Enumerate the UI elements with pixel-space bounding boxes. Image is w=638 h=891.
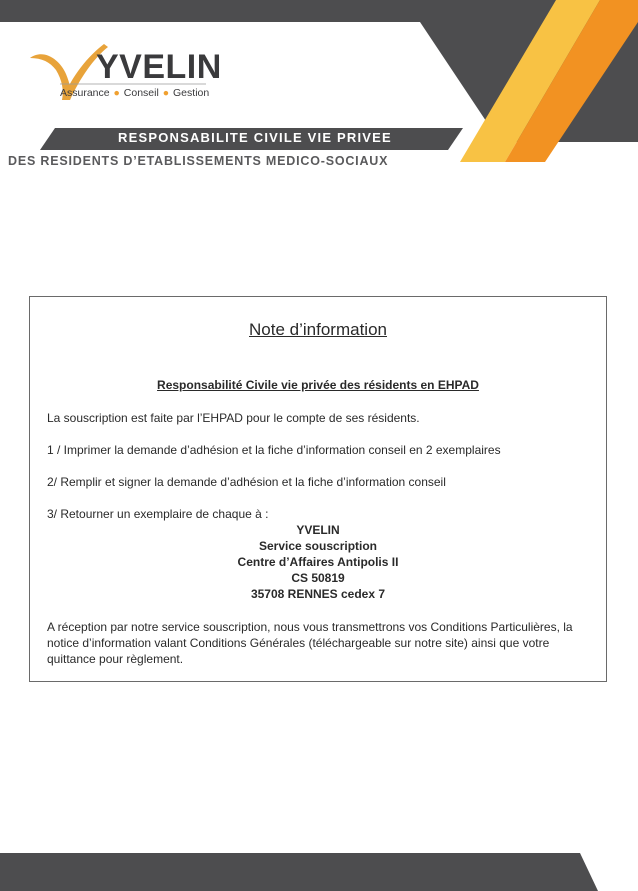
tagline-separator-icon: ● bbox=[162, 87, 170, 99]
top-band bbox=[0, 0, 638, 22]
tagline-item: Assurance bbox=[60, 87, 110, 99]
brand-name: YVELIN bbox=[96, 48, 222, 86]
note-title: Note d’information bbox=[249, 320, 387, 339]
tagline-item: Gestion bbox=[173, 87, 210, 99]
closing-text: A réception par notre service souscription, nous vous transmettrons vos Conditions Particulières, la notice d’information valant Conditions Générales (téléchargeable sur notre site) ainsi que votre quittance pour règlement. bbox=[47, 620, 573, 666]
address-line: 35708 RENNES cedex 7 bbox=[250, 587, 386, 601]
information-box bbox=[29, 296, 607, 682]
headline-line-1: RESPONSABILITE CIVILE VIE PRIVEE bbox=[118, 130, 392, 145]
address-line: Centre d’Affaires Antipolis II bbox=[237, 555, 399, 569]
step-3-text: 3/ Retourner un exemplaire de chaque à : bbox=[47, 507, 269, 521]
step-1-text: 1 / Imprimer la demande d’adhésion et la fiche d’information conseil en 2 exemplaires bbox=[47, 443, 501, 457]
bottom-band bbox=[0, 853, 598, 891]
note-subtitle: Responsabilité Civile vie privée des résidents en EHPAD bbox=[157, 378, 479, 392]
address-line: YVELIN bbox=[296, 523, 340, 537]
tagline-separator-icon: ● bbox=[113, 87, 120, 99]
tagline-item: Conseil bbox=[123, 87, 159, 99]
tagline bbox=[60, 86, 209, 100]
intro-text: La souscription est faite par l’EHPAD pour le compte de ses résidents. bbox=[47, 411, 420, 425]
address-line: CS 50819 bbox=[291, 571, 345, 585]
headline-line-2: DES RESIDENTS D’ETABLISSEMENTS MEDICO-SOCIAUX bbox=[8, 154, 389, 168]
address-line: Service souscription bbox=[258, 539, 378, 553]
step-2-text: 2/ Remplir et signer la demande d’adhésion et la fiche d’information conseil bbox=[47, 475, 446, 489]
